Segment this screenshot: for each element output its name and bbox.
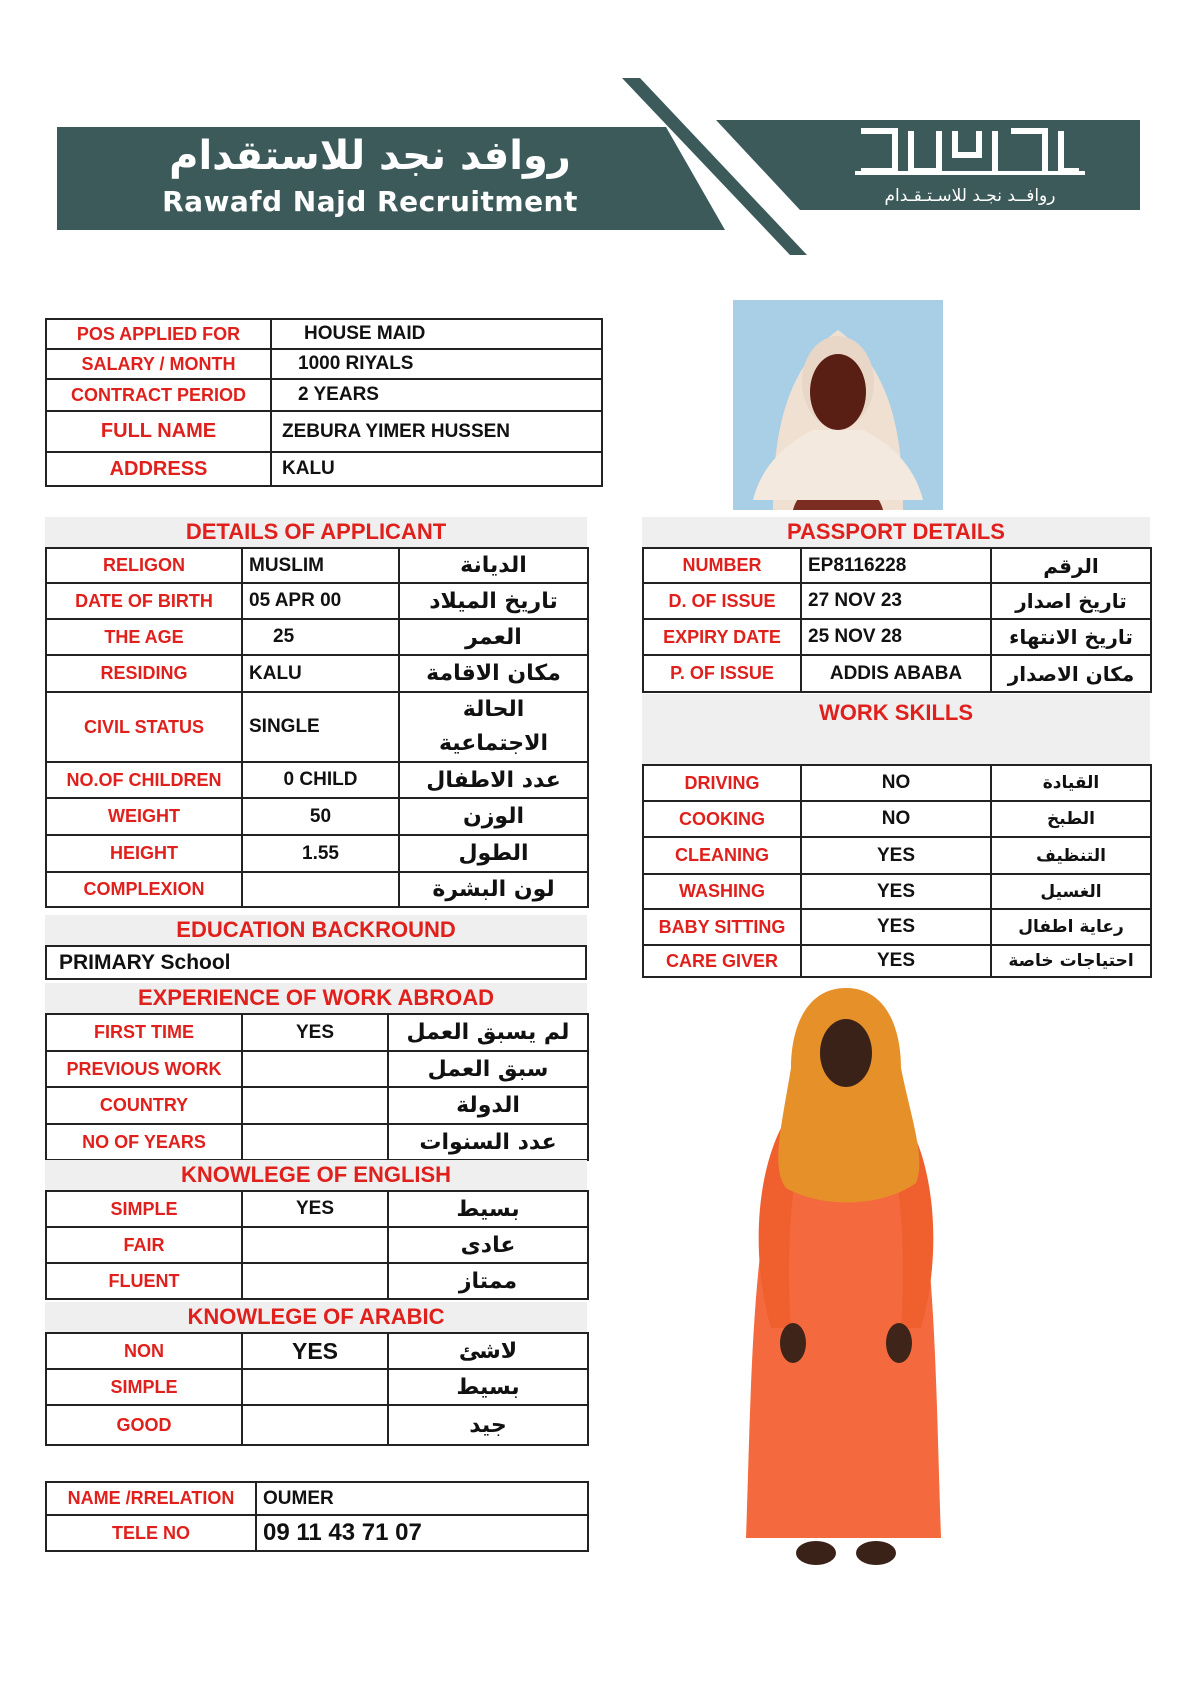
arabic-baby-sitting: رعاية اطفال: [991, 909, 1151, 945]
arabic-cooking: الطبخ: [991, 801, 1151, 837]
value-place-of-issue: ADDIS ABABA: [801, 655, 991, 692]
section-title-work-skills: [642, 694, 1150, 764]
label-contract-period: CONTRACT PERIOD: [46, 379, 271, 411]
arabic-no-of-years: عدد السنوات: [388, 1124, 588, 1160]
arabic-height: الطول: [399, 835, 588, 872]
value-residing: KALU: [242, 655, 399, 692]
value-arabic-good: [242, 1405, 388, 1445]
label-english-fluent: FLUENT: [46, 1263, 242, 1299]
label-salary: SALARY / MONTH: [46, 349, 271, 379]
passport-table: [642, 547, 1152, 693]
label-arabic-simple: SIMPLE: [46, 1369, 242, 1405]
value-full-name: ZEBURA YIMER HUSSEN: [271, 411, 602, 452]
contact-table: [45, 1481, 589, 1552]
label-children: NO.OF CHILDREN: [46, 762, 242, 798]
value-english-fluent: [242, 1263, 388, 1299]
arabic-weight: الوزن: [399, 798, 588, 835]
arabic-table: [45, 1332, 589, 1446]
arabic-arabic-simple: بسيط: [388, 1369, 588, 1405]
arabic-first-time: لم يسبق العمل: [388, 1014, 588, 1051]
arabic-expiry-date: تاريخ الانتهاء: [991, 619, 1151, 655]
label-expiry-date: EXPIRY DATE: [643, 619, 801, 655]
label-cooking: COOKING: [643, 801, 801, 837]
arabic-complexion: لون البشرة: [399, 872, 588, 907]
label-arabic-non: NON: [46, 1333, 242, 1369]
arabic-country: الدولة: [388, 1087, 588, 1124]
value-english-fair: [242, 1227, 388, 1263]
value-civil-status: SINGLE: [242, 692, 399, 762]
skills-table: [642, 764, 1152, 978]
label-residing: RESIDING: [46, 655, 242, 692]
value-driving: NO: [801, 765, 991, 801]
section-title-passport: PASSPORT DETAILS: [642, 517, 1150, 547]
value-complexion: [242, 872, 399, 907]
company-name-arabic: روافد نجد للاستقدام: [169, 133, 571, 179]
value-care-giver: YES: [801, 945, 991, 977]
value-height: 1.55: [242, 835, 399, 872]
value-salary: 1000 RIYALS: [271, 349, 602, 379]
label-english-simple: SIMPLE: [46, 1191, 242, 1227]
value-age: 25: [242, 619, 399, 655]
section-title-arabic: KNOWLEGE OF ARABIC: [45, 1302, 587, 1332]
arabic-english-fluent: ممتاز: [388, 1263, 588, 1299]
label-pos-applied: POS APPLIED FOR: [46, 319, 271, 349]
value-washing: YES: [801, 874, 991, 909]
value-education: PRIMARY School: [46, 946, 586, 979]
value-arabic-simple: [242, 1369, 388, 1405]
arabic-driving: القيادة: [991, 765, 1151, 801]
arabic-previous-work: سبق العمل: [388, 1051, 588, 1087]
value-weight: 50: [242, 798, 399, 835]
value-previous-work: [242, 1051, 388, 1087]
section-title-experience: EXPERIENCE OF WORK ABROAD: [45, 983, 587, 1013]
arabic-residing: مكان الاقامة: [399, 655, 588, 692]
label-height: HEIGHT: [46, 835, 242, 872]
arabic-cleaning: التنظيف: [991, 837, 1151, 874]
applicant-table: [45, 547, 589, 908]
education-table: [45, 945, 587, 980]
label-name-relation: NAME /RRELATION: [46, 1482, 256, 1515]
arabic-care-giver: احتياجات خاصة: [991, 945, 1151, 977]
value-contract-period: 2 YEARS: [271, 379, 602, 411]
value-religion: MUSLIM: [242, 548, 399, 583]
label-washing: WASHING: [643, 874, 801, 909]
value-date-of-issue: 27 NOV 23: [801, 583, 991, 619]
english-table: [45, 1190, 589, 1300]
label-arabic-good: GOOD: [46, 1405, 242, 1445]
label-passport-number: NUMBER: [643, 548, 801, 583]
value-expiry-date: 25 NOV 28: [801, 619, 991, 655]
full-body-photo: [631, 978, 1060, 1625]
logo-subtitle: روافــد نجـد للاسـتـقـدام: [884, 186, 1056, 206]
arabic-arabic-non: لاشئ: [388, 1333, 588, 1369]
label-first-time: FIRST TIME: [46, 1014, 242, 1051]
label-baby-sitting: BABY SITTING: [643, 909, 801, 945]
portrait-photo: [733, 300, 943, 510]
arabic-washing: الغسيل: [991, 874, 1151, 909]
label-address: ADDRESS: [46, 452, 271, 486]
value-baby-sitting: YES: [801, 909, 991, 945]
company-name-english: Rawafd Najd Recruitment: [162, 185, 578, 218]
label-no-of-years: NO OF YEARS: [46, 1124, 242, 1160]
arabic-civil-status: الحالة الاجتماعية: [399, 692, 588, 762]
value-cleaning: YES: [801, 837, 991, 874]
work-skills-title: WORK SKILLS: [819, 700, 973, 725]
arabic-passport-number: الرقم: [991, 548, 1151, 583]
value-address: KALU: [271, 452, 602, 486]
label-dob: DATE OF BIRTH: [46, 583, 242, 619]
label-driving: DRIVING: [643, 765, 801, 801]
position-table: [45, 318, 603, 487]
arabic-religion: الديانة: [399, 548, 588, 583]
value-country: [242, 1087, 388, 1124]
value-english-simple: YES: [242, 1191, 388, 1227]
arabic-date-of-issue: تاريخ اصدار: [991, 583, 1151, 619]
arabic-age: العمر: [399, 619, 588, 655]
label-weight: WEIGHT: [46, 798, 242, 835]
label-country: COUNTRY: [46, 1087, 242, 1124]
section-title-education: EDUCATION BACKROUND: [45, 915, 587, 945]
label-place-of-issue: P. OF ISSUE: [643, 655, 801, 692]
value-children: 0 CHILD: [242, 762, 399, 798]
value-no-of-years: [242, 1124, 388, 1160]
experience-table: [45, 1013, 589, 1161]
label-age: THE AGE: [46, 619, 242, 655]
arabic-english-simple: بسيط: [388, 1191, 588, 1227]
value-arabic-non: YES: [242, 1333, 388, 1369]
arabic-arabic-good: جيد: [388, 1405, 588, 1445]
value-dob: 05 APR 00: [242, 583, 399, 619]
section-title-applicant: DETAILS OF APPLICANT: [45, 517, 587, 547]
value-passport-number: EP8116228: [801, 548, 991, 583]
label-complexion: COMPLEXION: [46, 872, 242, 907]
label-full-name: FULL NAME: [46, 411, 271, 452]
value-tele-no: 09 11 43 71 07: [256, 1515, 588, 1551]
label-cleaning: CLEANING: [643, 837, 801, 874]
value-pos-applied: HOUSE MAID: [271, 319, 602, 349]
value-name-relation: OUMER: [256, 1482, 588, 1515]
label-previous-work: PREVIOUS WORK: [46, 1051, 242, 1087]
arabic-dob: تاريخ الميلاد: [399, 583, 588, 619]
label-english-fair: FAIR: [46, 1227, 242, 1263]
label-religion: RELIGON: [46, 548, 242, 583]
arabic-children: عدد الاطفال: [399, 762, 588, 798]
arabic-place-of-issue: مكان الاصدار: [991, 655, 1151, 692]
section-title-english: KNOWLEGE OF ENGLISH: [45, 1160, 587, 1190]
value-first-time: YES: [242, 1014, 388, 1051]
label-date-of-issue: D. OF ISSUE: [643, 583, 801, 619]
label-civil-status: CIVIL STATUS: [46, 692, 242, 762]
company-logo: [855, 125, 1085, 177]
label-care-giver: CARE GIVER: [643, 945, 801, 977]
arabic-english-fair: عادى: [388, 1227, 588, 1263]
value-cooking: NO: [801, 801, 991, 837]
label-tele-no: TELE NO: [46, 1515, 256, 1551]
